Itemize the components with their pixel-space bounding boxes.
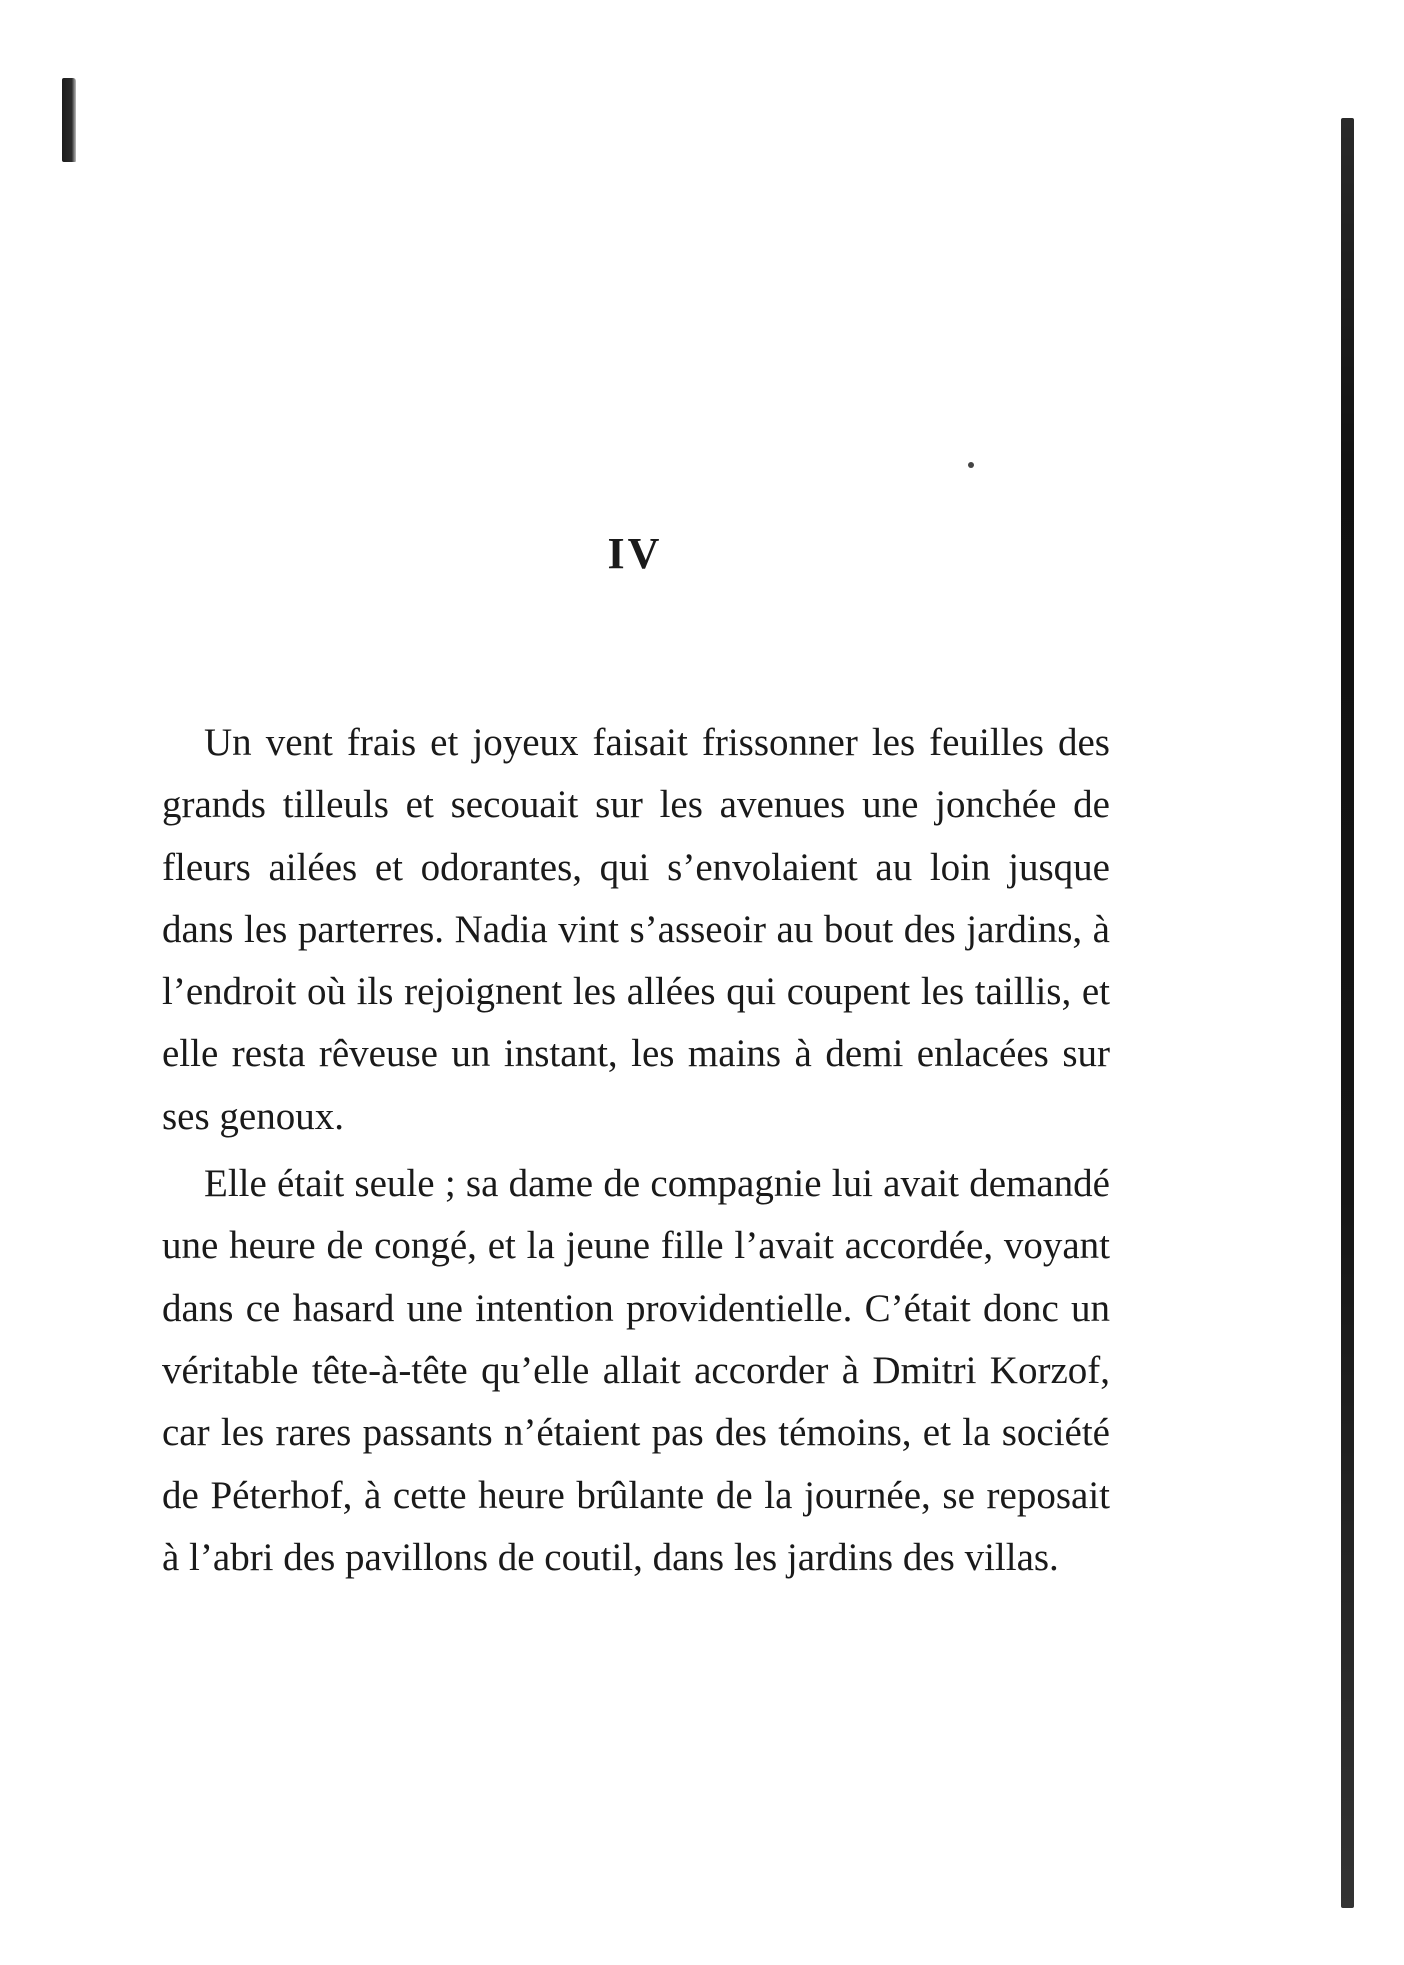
- chapter-heading: IV: [607, 529, 663, 578]
- paragraph-2: Elle était seule ; sa dame de compagnie lui avait demandé une heure de congé, et la jeune fille l’avait accordée, voyant dans ce hasard une intention providentielle. C’était donc un véritable tête-à-tête qu’elle allait accorder à Dmitri Korzof, car les rares passants n’étaient pas des témoins, et la société de Péterhof, à cette heure brûlante de la journée, se reposait à l’abri des pavillons de coutil, dans les jardins des villas.: [162, 1162, 1110, 1579]
- body-text: [162, 712, 1110, 1589]
- scan-binding-shadow: [1341, 118, 1354, 1908]
- scan-edge-mark: [62, 78, 76, 162]
- paragraph-1: Un vent frais et joyeux faisait frissonner les feuilles des grands tilleuls et secouait sur les avenues une jonchée de fleurs ailées et odorantes, qui s’envolaient au loin jusque dans les parterres. Nadia vint s’asseoir au bout des jardins, à l’endroit où ils rejoignent les allées qui coupent les taillis, et elle resta rêveuse un instant, les mains à demi enlacées sur ses genoux.: [162, 721, 1110, 1138]
- ink-speck: [968, 462, 974, 468]
